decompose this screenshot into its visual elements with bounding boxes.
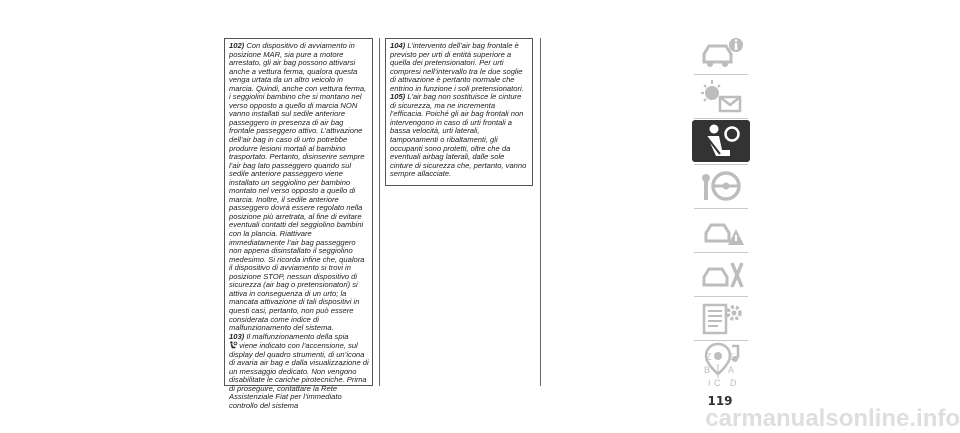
index-letter-b: B [704,365,711,375]
note-number: 105) [390,92,406,102]
note-number: 102) [229,41,245,50]
note-number: 103) [229,331,245,341]
column-divider [379,38,380,386]
airbag-warning-icon [229,341,237,349]
sidebar-item-safety[interactable] [692,120,750,162]
sidebar-item-lights-message[interactable] [698,77,746,117]
notes-column-right [385,38,533,186]
steering-key-icon [698,166,746,206]
watermark: carmanualsonline.info [705,405,960,432]
warning-triangle-car-icon [698,211,746,251]
index-letter-e: E [728,352,735,362]
note-104 [390,42,529,93]
note-text: L’intervento dell’air bag frontale è previsto per urti di entità superiore a quella dei pretensionatori. Per urti compresi nell’intervallo tra le due soglie di attivazione è pertanto normale che entrino in funzione i soli pretensionatori. [390,41,524,93]
chapter-sidebar [690,28,752,390]
note-103 [229,333,369,411]
index-letter-a: A [728,365,735,375]
car-info-icon [698,34,746,74]
index-letter-c: C [714,378,721,388]
sidebar-item-technical-data[interactable] [698,299,746,339]
alphabetical-index-icon [698,348,746,390]
sidebar-item-maintenance[interactable] [698,255,746,295]
sidebar-item-index[interactable] [698,348,746,390]
notes-column-left [224,38,373,410]
sidebar-item-emergency[interactable] [698,211,746,251]
sidebar-item-starting-driving[interactable] [698,166,746,206]
index-letter-i: I [708,378,711,388]
technical-data-gear-icon [698,299,746,339]
column-divider [540,38,541,386]
sidebar-item-car-info[interactable] [698,34,746,74]
airbag-seatbelt-icon [692,120,750,162]
note-text: Con dispositivo di avviamento in posizione MAR, sia pure a motore arrestato, gli air bag possono attivarsi anche a vettura ferma, qualora questa venga urtata da un altro veicolo in marcia. Quindi, anche con vettura ferma, i seggiolini bambino che si montano nel verso opposto a quello di marcia NON vanno installati sul sedile anteriore passeggero in presenza di air bag frontale passeggero attivo. L’attivazione dell’air bag in caso di urto potrebbe produrre lesioni mortali al bambino trasportato. Pertanto, disinserire sempre l’air bag lato passeggero quando sul sedile anteriore passeggero viene installato un seggiolino per bambino montato nel verso opposto a quello di marcia. Inoltre, il sedile anteriore passeggero dovrà essere regolato nella posizione più arretrata, al fine di evitare eventuali contatti del seggiolino bambini con la plancia. Riattivare immediatamente l’air bag passeggero non appena disinstallato il seggiolino medesimo. Si ricorda infine che, qualora il dispositivo di avviamento si trovi in posizione STOP, nessun dispositivo di sicurezza (air bag o pretensionatori) si attiva in conseguenza di un urto; la mancata attivazione di tali dispositivi in questi casi, pertanto, non può essere considerata come indice di malfunzionamento del sistema. [229,41,367,333]
page-number: 119 [707,394,733,408]
index-letter-d: D [730,378,737,388]
note-text: Il malfunzionamento della spia [246,331,349,341]
note-105 [390,93,529,178]
lights-message-icon [698,77,746,117]
note-text: L’air bag non sostituisce le cinture di sicurezza, ma ne incrementa l’efficacia. Poiché gli air bag frontali non intervengono in caso di urti frontali a bassa velocità, urti laterali, tamponamenti o ribaltamenti, gli occupanti sono protetti, oltre che da eventuali airbag laterali, dalle sole cinture di sicurezza che, pertanto, vanno sempre allacciate. [390,92,527,179]
index-letter-z: Z [706,352,712,362]
note-number: 104) [390,41,406,50]
note-text: viene indicato con l’accensione, sul display del quadro strumenti, di un’icona di avaria air bag e dalla visualizzazione di un messaggio dedicato. Non vengono disabilitate le cariche pirotecniche. Prima di proseguire, contattare la Rete Assistenziale Fiat per l’immediato controllo del sistema [229,341,369,410]
tools-car-icon [698,255,746,295]
note-102 [229,42,369,333]
